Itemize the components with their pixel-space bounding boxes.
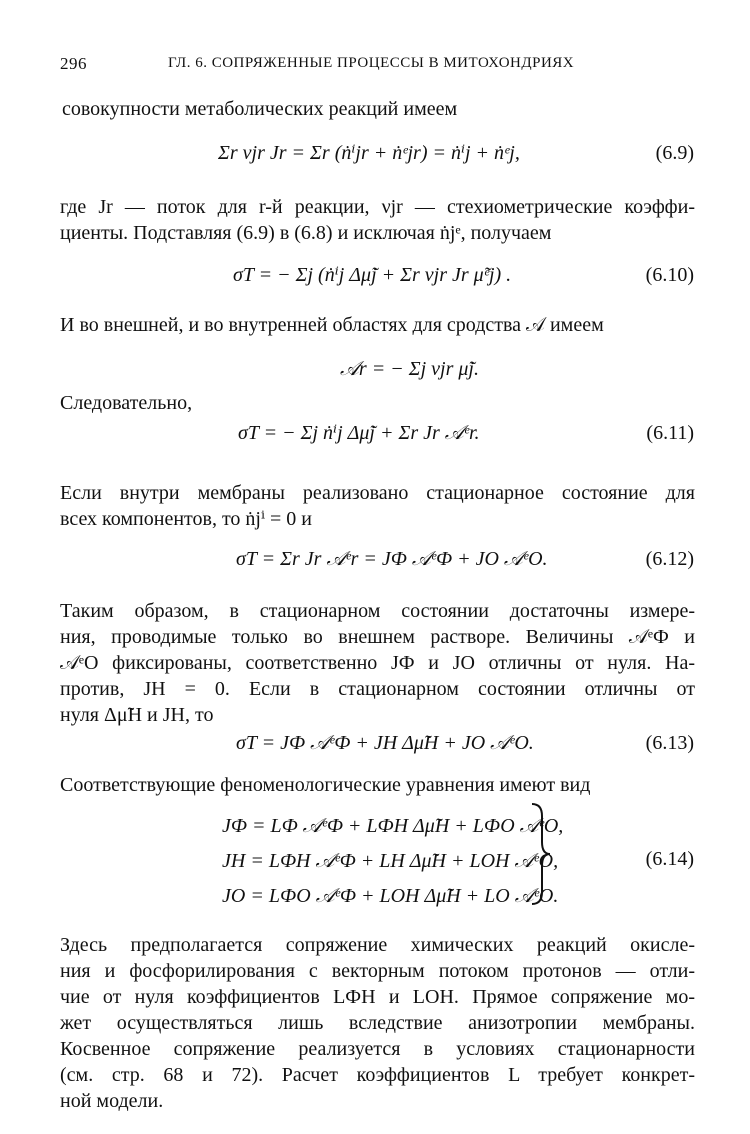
equation-number: (6.10) xyxy=(645,264,694,286)
text-line: И во внешней, и во внутренней областях для сродства 𝒜 имеем xyxy=(60,314,604,336)
text-line: Таким образом, в стационарном состоянии достаточны измере- xyxy=(60,600,695,622)
right-brace xyxy=(530,802,552,906)
text-line: Косвенное сопряжение реализуется в условиях стационарности xyxy=(60,1038,695,1060)
equation-6-14-row-2: JН = LФН 𝒜ᵉФ + LН Δμ̃Н + LОН 𝒜ᵉО, xyxy=(222,850,559,872)
text-line: жет осуществляться лишь вследствие анизотропии мембраны. xyxy=(60,1012,695,1034)
text-line: 𝒜ᵉО фиксированы, соответственно JФ и JО отличны от нуля. На- xyxy=(60,652,695,674)
text-line: против, JН = 0. Если в стационарном состоянии отличны от xyxy=(60,678,695,700)
text-line: ной модели. xyxy=(60,1090,164,1112)
text-line: Здесь предполагается сопряжение химических реакций окисле- xyxy=(60,934,695,956)
equation-6-12: σT = Σr Jr 𝒜ᵉr = JФ 𝒜ᵉФ + JО 𝒜ᵉО. xyxy=(236,548,548,570)
text-line: циенты. Подставляя (6.9) в (6.8) и исключая ṅjᵉ, получаем xyxy=(60,222,552,244)
text-line: ния и фосфорилирования с векторным потоком протонов — отли- xyxy=(60,960,695,982)
equation-number: (6.9) xyxy=(655,142,694,164)
equation-6-13: σT = JФ 𝒜ᵉФ + JН Δμ̃Н + JО 𝒜ᵉО. xyxy=(236,732,534,754)
equation-number: (6.11) xyxy=(646,422,694,444)
equation-affinity: 𝒜r = − Σj νjr μ̃j. xyxy=(340,358,479,380)
text-line: (см. стр. 68 и 72). Расчет коэффициентов L требует конкрет- xyxy=(60,1064,695,1086)
equation-6-14-row-3: JО = LФО 𝒜ᵉФ + LОН Δμ̃Н + LО 𝒜ᵉО. xyxy=(222,885,559,907)
text-line: чие от нуля коэффициентов LФН и LОН. Прямое сопряжение мо- xyxy=(60,986,695,1008)
equation-6-10: σT = − Σj (ṅⁱj Δμ̃j + Σr νjr Jr μ̃ᵉj) . xyxy=(233,264,512,286)
text-line: совокупности метаболических реакций имеем xyxy=(62,98,458,120)
equation-number: (6.13) xyxy=(645,732,694,754)
running-title: ГЛ. 6. СОПРЯЖЕННЫЕ ПРОЦЕССЫ В МИТОХОНДРИЯХ xyxy=(168,55,575,71)
text-line: всех компонентов, то ṅjⁱ = 0 и xyxy=(60,508,312,530)
equation-number: (6.14) xyxy=(645,848,694,870)
equation-number: (6.12) xyxy=(645,548,694,570)
equation-6-9: Σr νjr Jr = Σr (ṅⁱjr + ṅᵉjr) = ṅⁱj + ṅᵉj, xyxy=(218,142,520,164)
text-line: ния, проводимые только во внешнем растворе. Величины 𝒜ᵉФ и xyxy=(60,626,695,648)
text-line: нуля Δμ̃Н и JН, то xyxy=(60,704,214,726)
text-line: Соответствующие феноменологические уравнения имеют вид xyxy=(60,774,591,796)
equation-6-14-row-1: JФ = LФ 𝒜ᵉФ + LФН Δμ̃Н + LФО 𝒜ᵉО, xyxy=(222,815,564,837)
equation-6-11: σT = − Σj ṅⁱj Δμ̃j + Σr Jr 𝒜ᵉr. xyxy=(238,422,480,444)
page-header xyxy=(60,54,700,78)
text-line: Если внутри мембраны реализовано стационарное состояние для xyxy=(60,482,695,504)
text-line: где Jr — поток для r-й реакции, νjr — стехиометрические коэффи- xyxy=(60,196,695,218)
page-number: 296 xyxy=(60,54,87,73)
text-line: Следовательно, xyxy=(60,392,193,414)
